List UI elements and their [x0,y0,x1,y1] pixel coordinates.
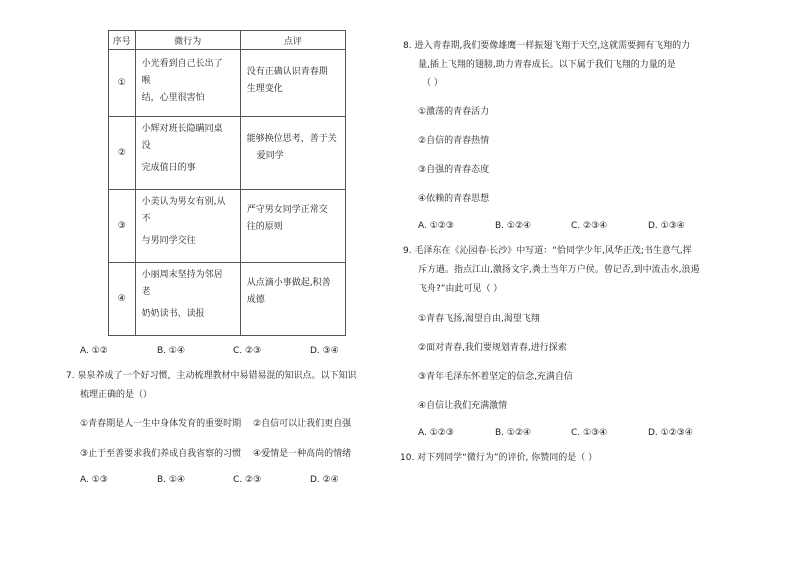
q9-option-c: C. ①③④ [571,428,608,438]
table-row [109,117,346,190]
row-comment [240,190,345,263]
q8-item: ②自信的青春热情 [418,136,490,146]
q9-stem-line: 斥方遒。指点江山,激扬文字,粪土当年万户侯。曾记否,到中流击水,浪遏 [418,265,700,275]
action-line: 老 [141,287,151,297]
row-comment [240,50,345,117]
comment-line: 严守男女同学正常交 [246,205,328,215]
row-comment [240,117,345,190]
action-line: 小美认为男女有别,从 [141,197,226,207]
table-row [109,190,346,263]
q9-option-d: D. ①②③④ [648,428,693,438]
row-comment [240,263,345,336]
action-line: 结，心里很害怕 [141,93,205,103]
action-line: 不 [141,214,151,224]
action-line: 完成值日的事 [141,163,196,173]
q8-option-d: D. ①③④ [648,221,685,231]
q6-option-d: D. ③④ [310,346,339,356]
comment-line: 没有正确认识青春期 [246,67,328,77]
q7-stem-line: 7. 泉泉养成了一个好习惯，主动梳理教材中易错易混的知识点。以下知识 [66,371,357,381]
comment-line: 从点滴小事做起,积善 [246,278,331,288]
q6-option-a: A. ①② [80,346,108,356]
row-num: ① [109,50,136,117]
q9-option-a: A. ①②③ [418,428,454,438]
action-line: 没 [141,141,151,151]
header-action: 微行为 [135,31,240,50]
row-num: ② [109,117,136,190]
row-action [135,263,240,336]
row-action [135,50,240,117]
comment-line: 能够换位思考，善于关 [246,134,337,144]
q7-option-b: B. ①④ [157,475,186,485]
action-line: 小辉对班长隐瞒同桌 [141,124,223,134]
q8-stem-line: 8. 进入青春期,我们要像雄鹰一样振翅飞翔于天空,这就需要拥有飞翔的力 [403,41,691,51]
q9-item: ③青年毛泽东怀着坚定的信念,充满自信 [418,372,573,382]
q7-item: ③止于至善要求我们养成自我省察的习惯 [80,449,242,459]
q7-item: ①青春期是人一生中身体发育的重要时期 [80,419,242,429]
q8-item: ③自强的青春态度 [418,165,490,175]
q8-stem-line: 量,插上飞翔的翅膀,助力青春成长。以下属于我们飞翔的力量的是 [418,60,676,70]
action-line: 奶奶读书、读报 [141,309,205,319]
q8-stem-line: （ ） [422,78,443,88]
header-num: 序号 [109,31,136,50]
q8-item: ④依赖的青春思想 [418,194,490,204]
row-num: ④ [109,263,136,336]
q7-item: ②自信可以让我们更自强 [253,419,352,429]
q7-option-c: C. ②③ [233,475,262,485]
q8-item: ①激荡的青春活力 [418,107,490,117]
comment-line: 爱同学 [256,151,284,161]
q10-stem-line: 10. 对下列同学“微行为”的评价, 你赞同的是（ ） [400,453,598,463]
row-action [135,190,240,263]
q7-stem-line: 梳理正确的是（） [80,390,153,400]
action-line: 与男同学交往 [141,236,196,246]
q6-option-c: C. ②③ [233,346,262,356]
q8-option-c: C. ②③④ [571,221,608,231]
q9-item: ④自信让我们充满激情 [418,401,508,411]
comment-line: 生理变化 [246,84,283,94]
q9-item: ①青春飞扬,渴望自由,渴望飞翔 [418,314,540,324]
q7-option-d: D. ②④ [310,475,339,485]
q6-option-b: B. ①④ [157,346,186,356]
q9-item: ②面对青春,我们要规划青春,进行探索 [418,343,567,353]
comment-line: 往的原则 [246,222,283,232]
action-line: 小光看到自己长出了 [141,59,223,69]
q9-stem-line: 飞舟?”由此可见（ ） [418,284,503,294]
q8-option-b: B. ①②④ [495,221,532,231]
row-action [135,117,240,190]
q7-option-a: A. ①③ [80,475,108,485]
action-line: 喉 [141,76,151,86]
row-num: ③ [109,190,136,263]
table-header-row [109,31,346,50]
comment-line: 成德 [246,295,265,305]
q7-item: ④爱情是一种高尚的情绪 [253,449,352,459]
q8-option-a: A. ①②③ [418,221,454,231]
q9-option-b: B. ①②④ [495,428,532,438]
action-line: 小丽周末坚持为邻居 [141,270,223,280]
table-row [109,50,346,117]
q9-stem-line: 9. 毛泽东在《沁园春·长沙》中写道：“恰同学少年,风华正茂;书生意气,挥 [403,246,692,256]
header-comment: 点评 [240,31,345,50]
evaluation-table [108,30,346,336]
table-row [109,263,346,336]
